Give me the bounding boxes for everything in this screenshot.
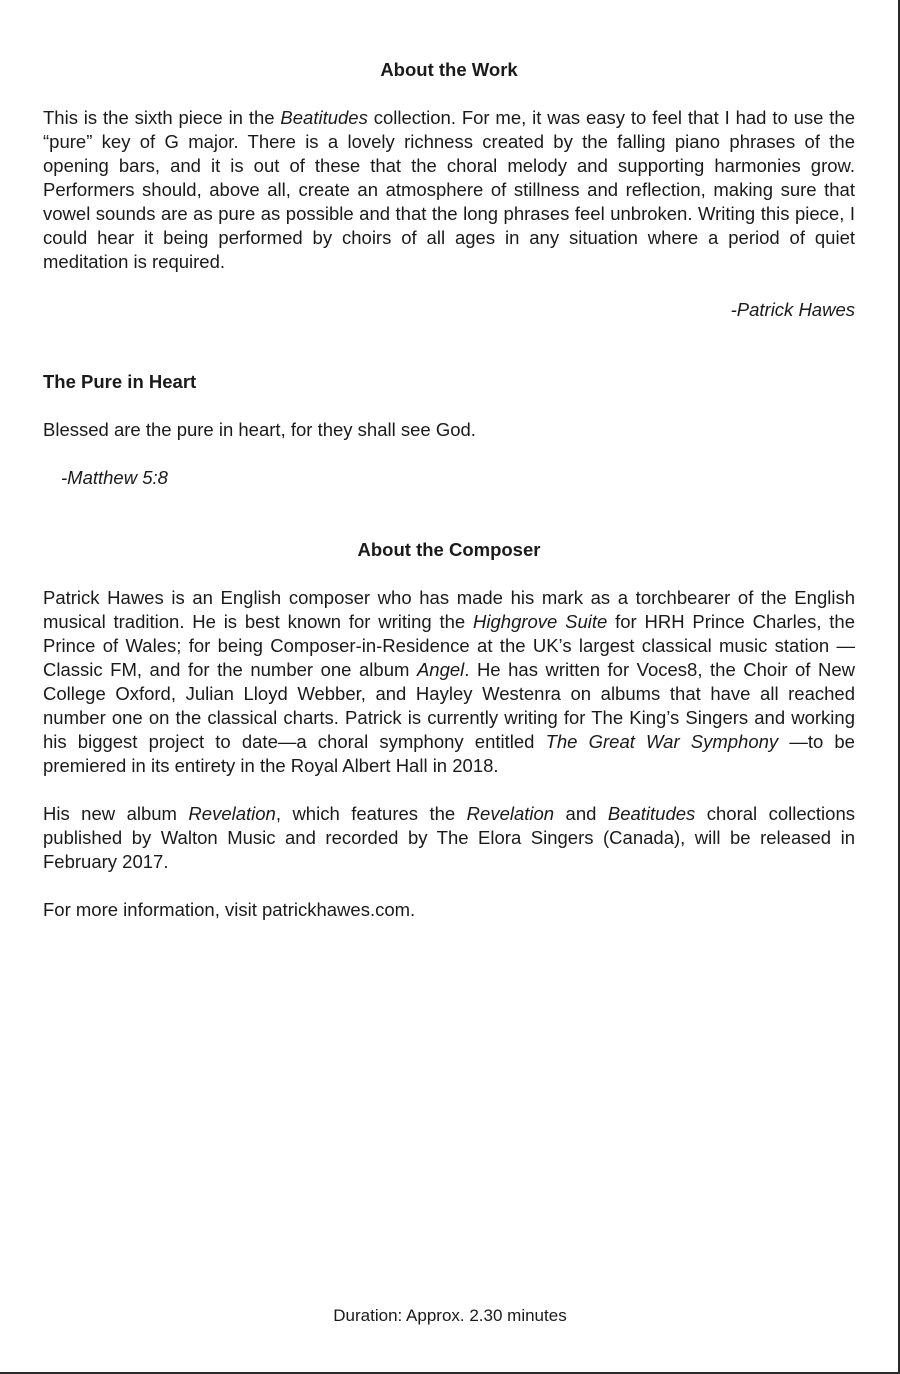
about-work-signature: -Patrick Hawes bbox=[730, 299, 855, 320]
scripture-text: Blessed are the pure in heart, for they shall see God. bbox=[43, 419, 476, 440]
pure-in-heart-heading: The Pure in Heart bbox=[43, 371, 197, 392]
about-composer-heading: About the Composer bbox=[357, 539, 541, 560]
composer-bio-paragraph: Patrick Hawes is an English composer who has made his mark as a torchbearer of the English musical tradition. He is best known for writing the Highgrove Suite for HRH Prince Charles, the Prince of Wales; for being Composer-in-Residence at the UK’s largest classical music station —Classic FM, and for the number one album Angel. He has written for Voces8, the Choir of New College Oxford, Julian Lloyd Webber, and Hayley Westenra on albums that have all reached number one on the classical charts. Patrick is currently writing for The King’s Singers and working his biggest project to date—a choral symphony entitled The Great War Symphony —to be premiered in its entirety in the Royal Albert Hall in 2018. bbox=[43, 587, 855, 776]
about-work-heading: About the Work bbox=[380, 59, 518, 80]
duration-footer: Duration: Approx. 2.30 minutes bbox=[333, 1306, 567, 1325]
page-content bbox=[43, 58, 855, 946]
about-work-paragraph: This is the sixth piece in the Beatitudes collection. For me, it was easy to feel that I had to use the “pure” key of G major. There is a lovely richness created by the falling piano phrases of the opening bars, and it is out of these that the choral melody and supporting harmonies grow. Performers should, above all, create an atmosphere of stillness and reflection, making sure that vowel sounds are as pure as possible and that the long phrases feel unbroken. Writing this piece, I could hear it being performed by choirs of all ages in any situation where a period of quiet meditation is required. bbox=[43, 107, 855, 272]
scripture-citation: -Matthew 5:8 bbox=[61, 467, 168, 488]
more-info-paragraph: For more information, visit patrickhawes.com. bbox=[43, 899, 416, 920]
album-paragraph: His new album Revelation, which features the Revelation and Beatitudes choral collections published by Walton Music and recorded by The Elora Singers (Canada), will be released in February 2017. bbox=[43, 803, 855, 872]
